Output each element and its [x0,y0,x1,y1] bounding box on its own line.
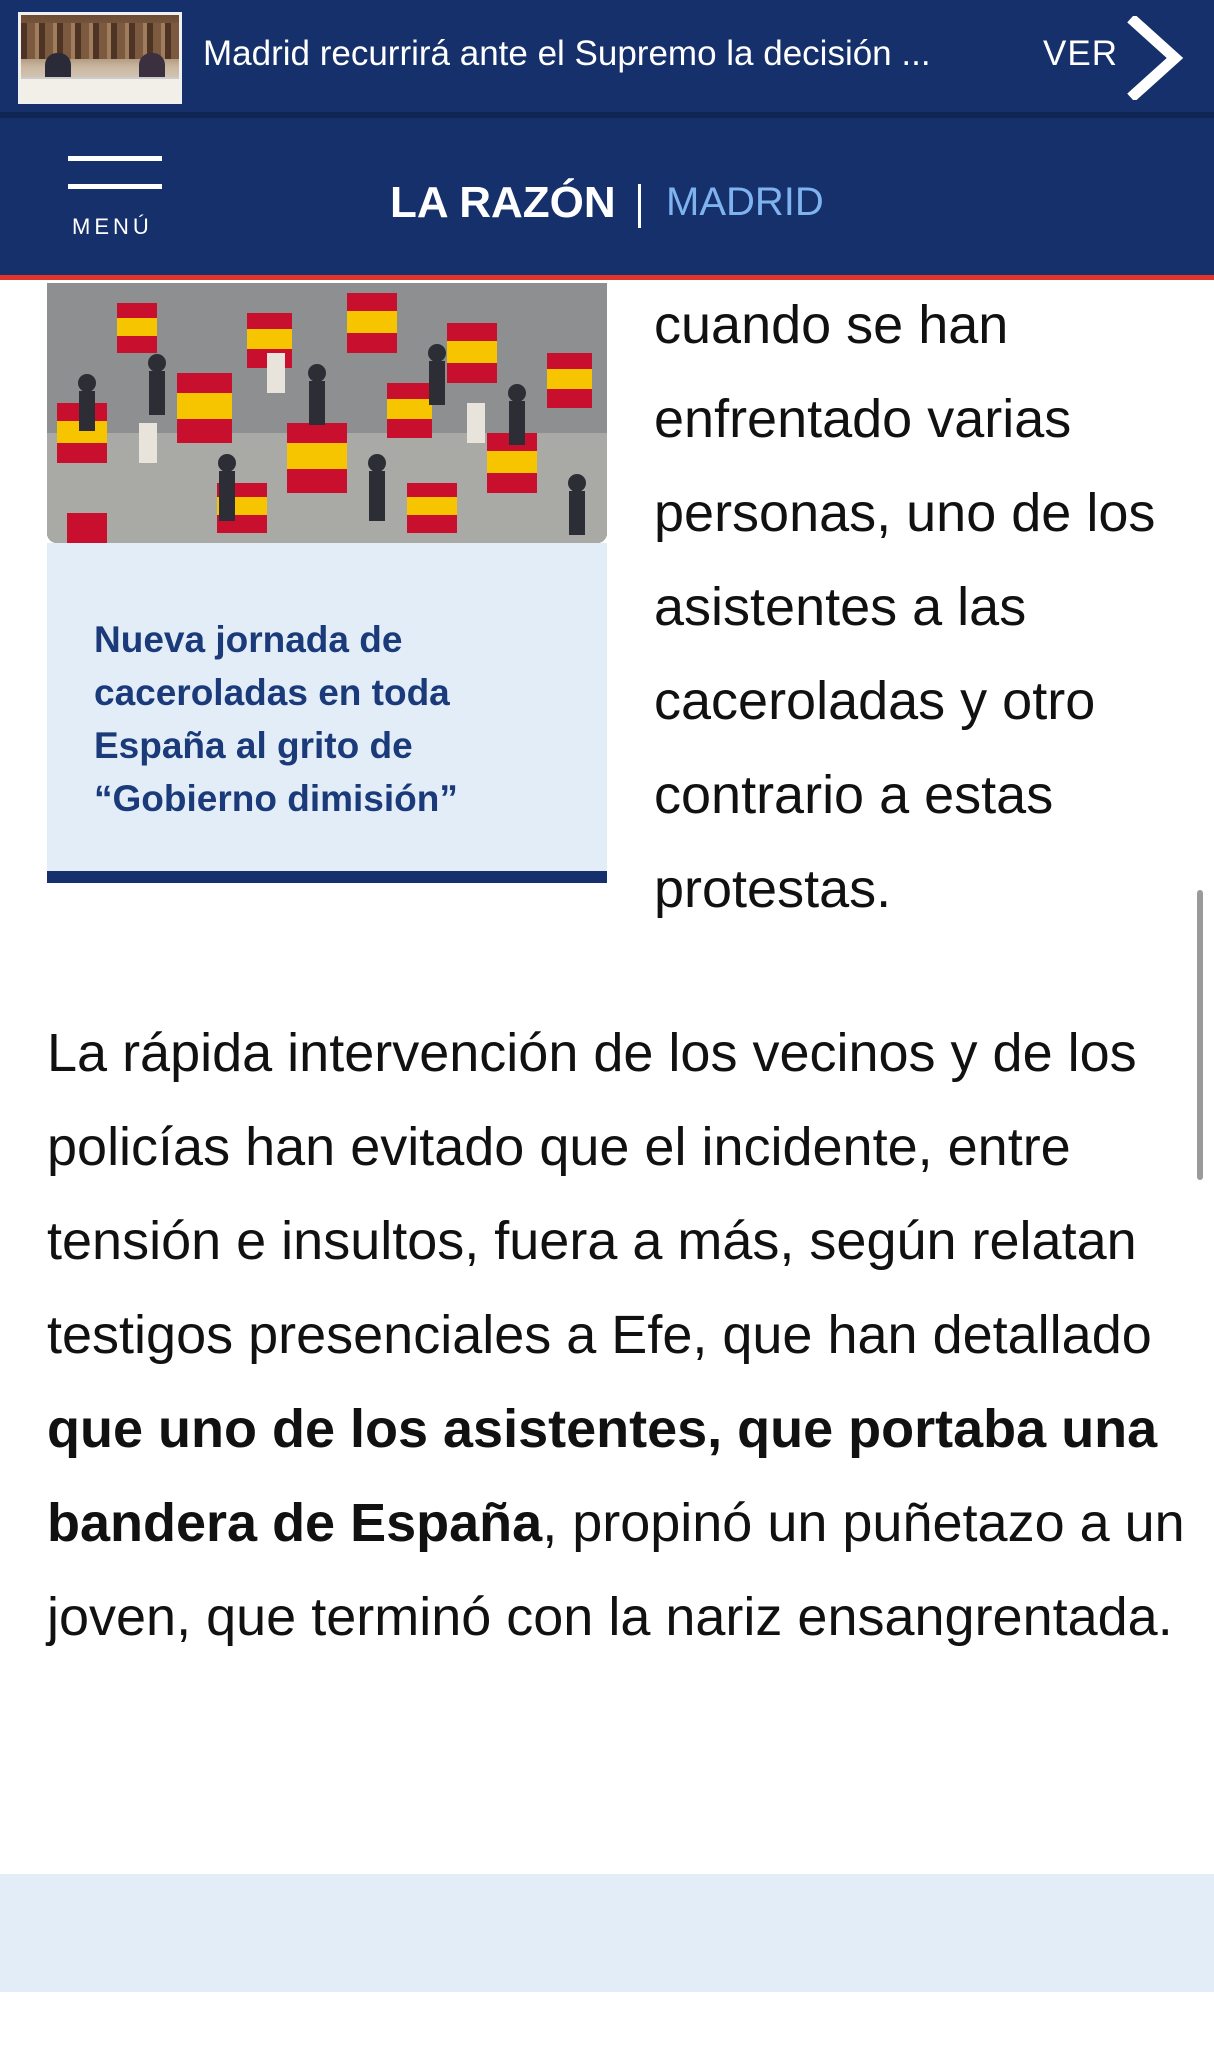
paragraph-intro: La rápida intervención de los vecinos y de los policías han evitado que el incidente, entre tensión e insultos, fuera a más, según relatan testigos presenciales a Efe, que han detallado [47,1023,1152,1365]
menu-button[interactable] [62,156,172,246]
related-article-title[interactable]: Nueva jornada de caceroladas en toda España al grito de “Gobierno dimisión” [94,619,458,819]
related-article-card[interactable] [47,283,607,883]
article-paragraph-side: cuando se han enfrentado varias personas, uno de los asistentes a las caceroladas y otro contrario a estas protestas. [654,295,1156,919]
menu-label: MENÚ [72,214,153,239]
site-logo[interactable]: LA RAZÓN [390,178,616,227]
promo-headline[interactable]: Madrid recurrirá ante el Supremo la decisión ... [203,34,931,73]
hamburger-icon [68,156,162,161]
paragraph-end: , propinó un puñetazo a un joven, que terminó con la nariz ensangrentada. [47,1493,1185,1647]
logo-divider [638,184,641,228]
chevron-right-icon[interactable] [1125,16,1185,100]
related-article-image[interactable] [47,283,607,543]
promo-banner[interactable] [0,0,1214,118]
promo-thumbnail[interactable] [18,12,182,104]
site-header [0,118,1214,280]
article-paragraph [47,1006,1187,1664]
article-text-side [654,278,1194,936]
ad-placeholder [0,1874,1214,1992]
paragraph-bold: que uno de los asistentes, que portaba una bandera de España [47,1399,1158,1553]
related-article-body[interactable] [47,543,607,871]
section-name[interactable]: MADRID [666,180,824,224]
card-accent-bar [47,871,607,883]
scrollbar-thumb[interactable] [1197,890,1203,1180]
promo-view-button[interactable]: VER [1043,34,1118,73]
